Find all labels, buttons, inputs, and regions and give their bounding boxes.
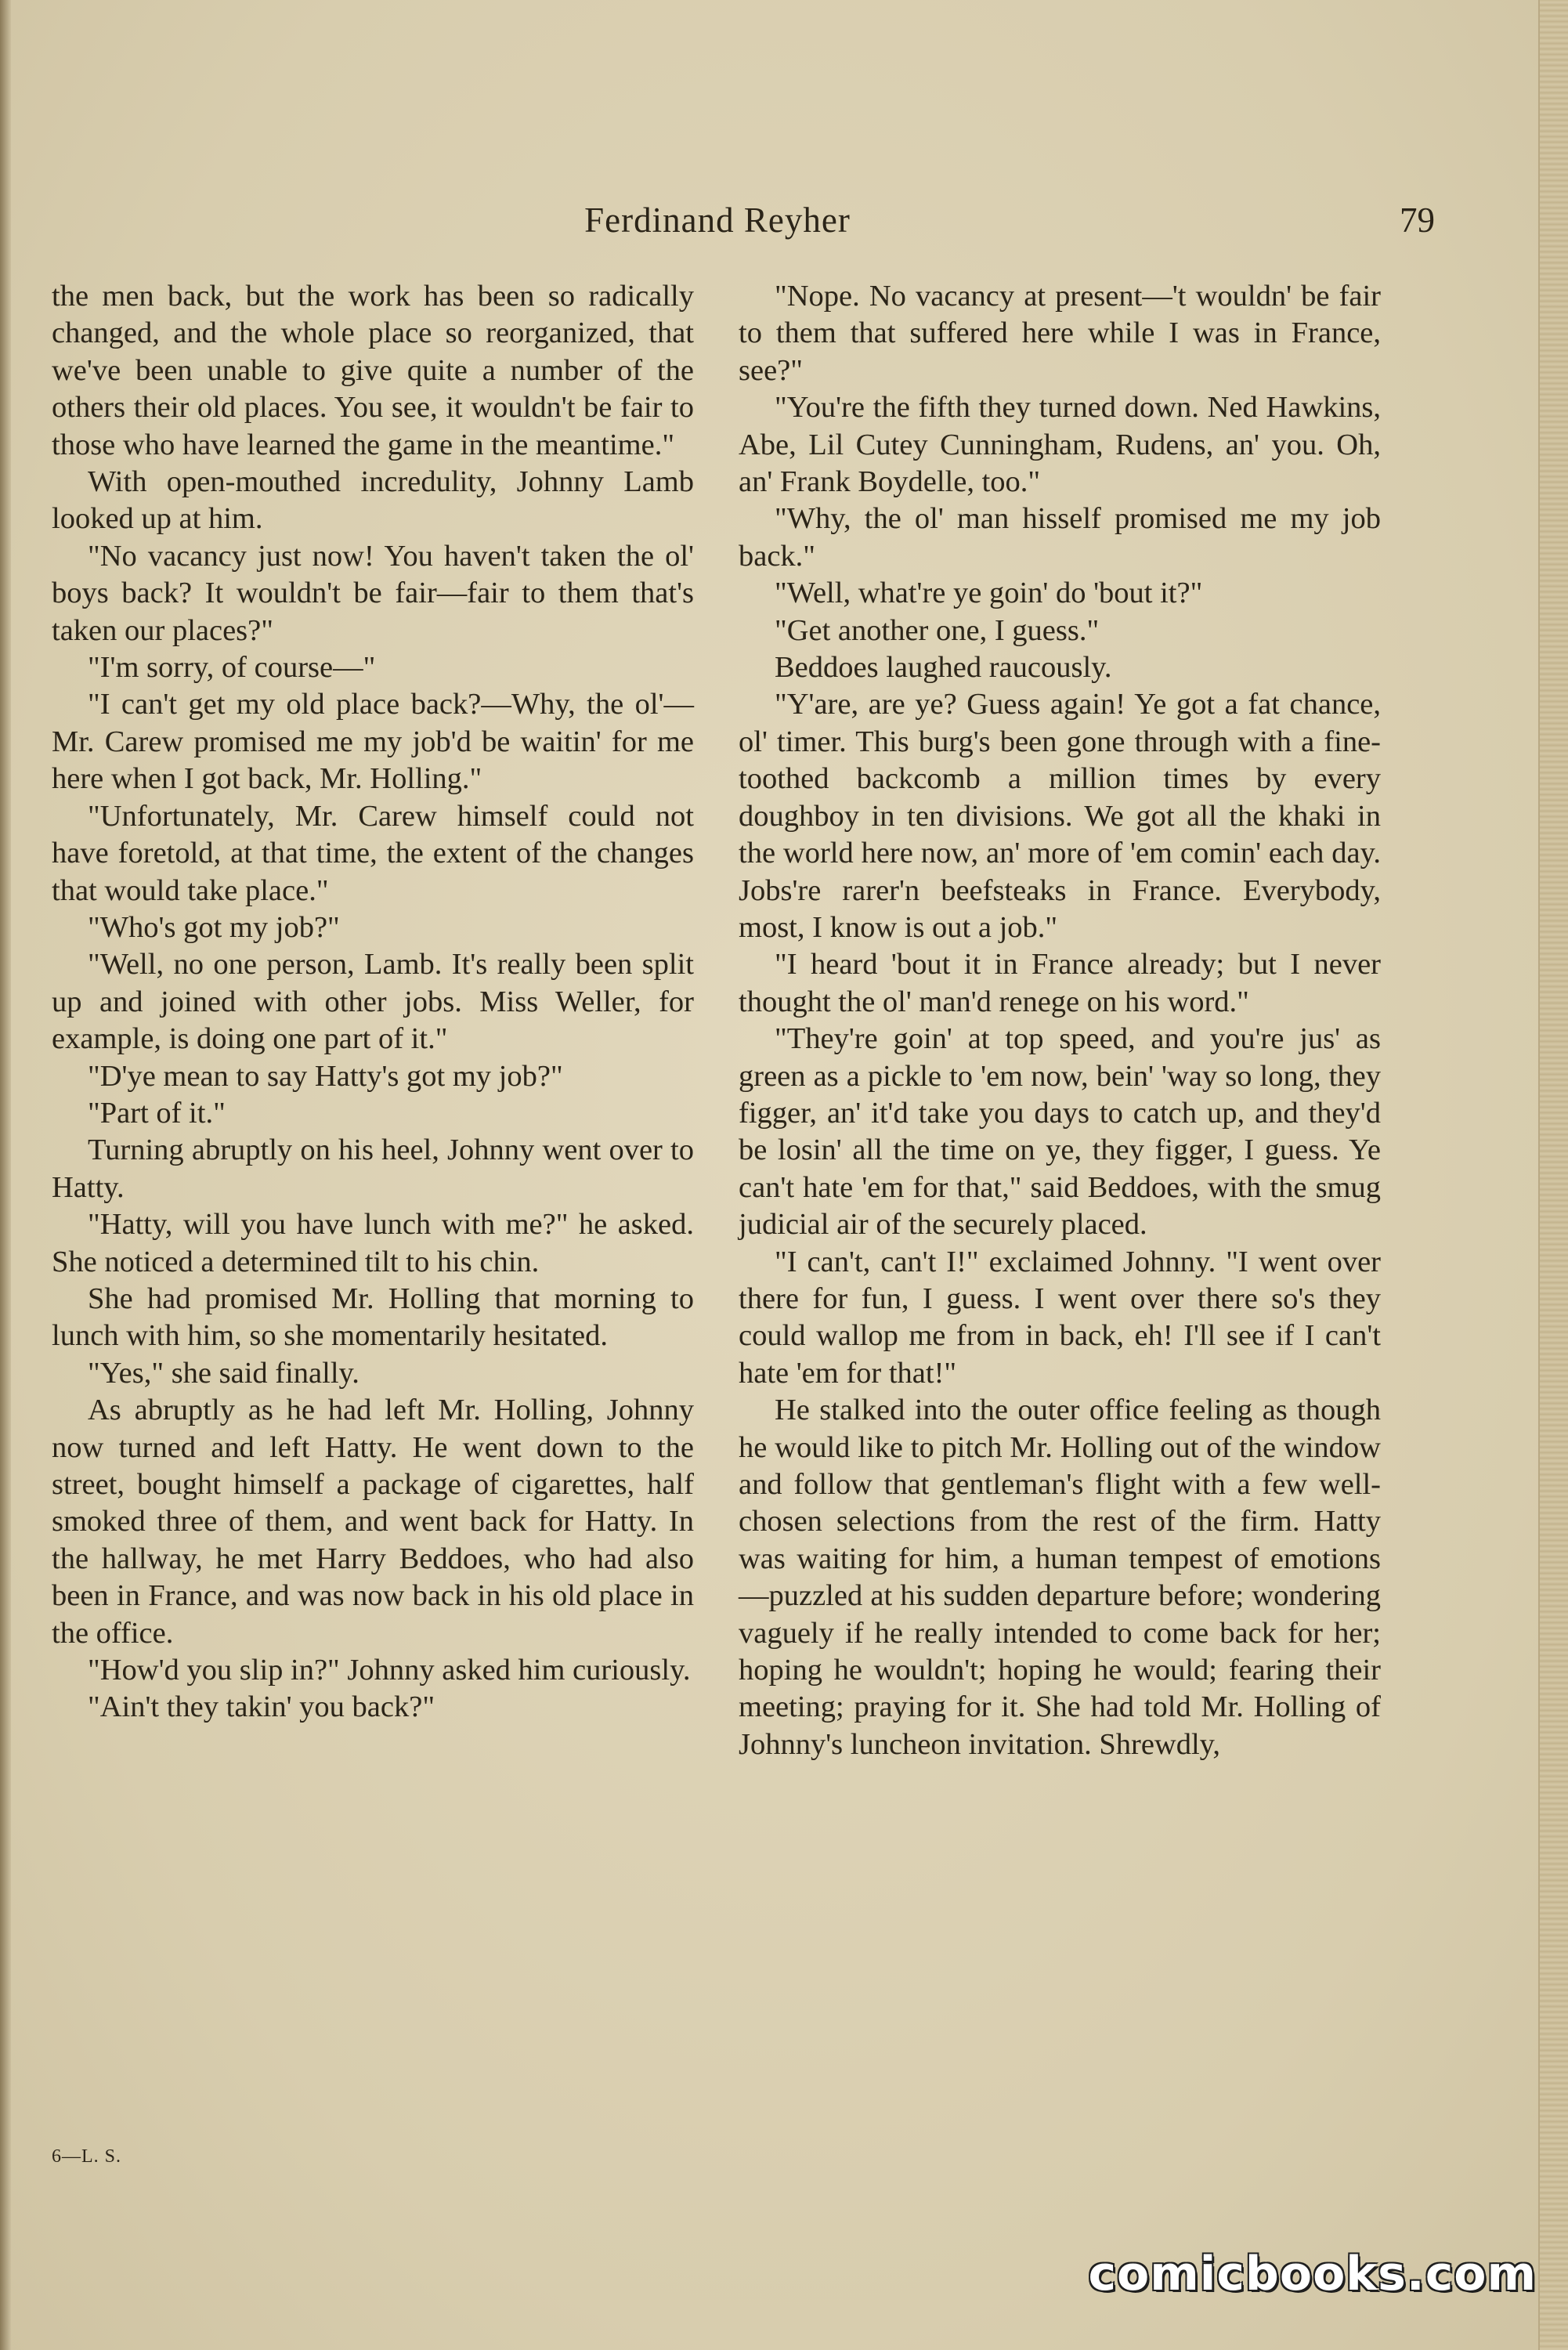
paragraph: "Y'are, are ye? Guess again! Ye got a fat chance, ol' timer. This burg's been gone through with a fine-toothed backcomb a million times by every doughboy in ten divisions. We got all the khaki in the world here now, an' more of 'em comin' each day. Jobs're rarer'n beefsteaks in France. Everybody, most, I know is out a job." (739, 688, 1381, 944)
paragraph: With open-mouthed incredulity, Johnny Lamb looked up at him. (52, 465, 694, 536)
paragraph: "Ain't they takin' you back?" (88, 1690, 435, 1724)
paragraph: She had promised Mr. Holling that morning to lunch with him, so she momentarily hesitated. (52, 1282, 694, 1353)
paragraph: "No vacancy just now! You haven't taken the ol' boys back? It wouldn't be fair—fair to them that's taken our places?" (52, 539, 694, 647)
paragraph: "Who's got my job?" (88, 910, 340, 944)
paragraph: "I can't, can't I!" exclaimed Johnny. "I went over there for fun, I guess. I went over there so's they could wallop me from in back, eh! I'll see if I can't hate 'em for that!" (739, 1245, 1381, 1390)
site-watermark: comicbooks.com (1088, 2247, 1537, 2301)
left-text-column (52, 278, 694, 1726)
paragraph: As abruptly as he had left Mr. Holling, Johnny now turned and left Hatty. He went down to the street, bought himself a package of cigarettes, half smoked three of them, and went back for Hatty. In the hallway, he met Harry Beddoes, who had also been in France, and was now back in his old place in the office. (52, 1394, 694, 1650)
paragraph: "Get another one, I guess." (775, 613, 1100, 647)
paragraph: "I'm sorry, of course—" (88, 651, 376, 685)
paragraph: "Well, no one person, Lamb. It's really been split up and joined with other jobs. Miss Weller, for example, is doing one part of it." (52, 948, 694, 1056)
paragraph: "How'd you slip in?" Johnny asked him curiously. (88, 1654, 691, 1687)
paragraph: "Yes," she said finally. (88, 1356, 359, 1390)
paragraph: "You're the fifth they turned down. Ned Hawkins, Abe, Lil Cutey Cunningham, Rudens, an' you. Oh, an' Frank Boydelle, too." (739, 391, 1381, 499)
paragraph: "Hatty, will you have lunch with me?" he asked. She noticed a determined tilt to his chin. (52, 1208, 694, 1278)
paragraph: "Why, the ol' man hisself promised me my job back." (739, 502, 1381, 573)
paragraph: "They're goin' at top speed, and you're jus' as green as a pickle to 'em now, bein' 'way so long, they figger, an' it'd take you days to catch up, and they'd be losin' all the time on ye, they figger, I guess. Ye can't hate 'em for that," said Beddoes, with the smug judicial air of the securely placed. (739, 1022, 1381, 1242)
page-edge-strip (1538, 0, 1568, 2350)
paragraph: "Unfortunately, Mr. Carew himself could not have foretold, at that time, the extent of the changes that would take place." (52, 799, 694, 907)
paragraph: "Part of it." (88, 1096, 226, 1130)
paragraph: "Well, what're ye goin' do 'bout it?" (775, 577, 1203, 610)
paragraph: "I can't get my old place back?—Why, the ol'—Mr. Carew promised me my job'd be waitin' for me here when I got back, Mr. Holling." (52, 688, 694, 796)
signature-mark: 6—L. S. (52, 2146, 122, 2167)
paragraph: Turning abruptly on his heel, Johnny went over to Hatty. (52, 1133, 694, 1204)
page-gutter-shadow (0, 0, 11, 2350)
page-header (52, 200, 1435, 255)
paragraph: "D'ye mean to say Hatty's got my job?" (88, 1059, 563, 1093)
paragraph: "I heard 'bout it in France already; but I never thought the ol' man'd renege on his word." (739, 948, 1381, 1018)
page-number: 79 (1400, 201, 1435, 240)
paragraph: Beddoes laughed raucously. (775, 651, 1112, 685)
right-text-column (739, 278, 1381, 1763)
paragraph: He stalked into the outer office feeling as though he would like to pitch Mr. Holling out of the window and follow that gentleman's flight with a few well-chosen selections from the rest of the firm. Hatty was waiting for him, a human tempest of emotions—puzzled at his sudden departure before; wondering vaguely if he really intended to come back for her; hoping he wouldn't; hoping he would; fearing their meeting; praying for it. She had told Mr. Holling of Johnny's luncheon invitation. Shrewdly, (739, 1394, 1381, 1761)
running-head: Ferdinand Reyher (584, 201, 851, 240)
paragraph: "Nope. No vacancy at present—'t wouldn' be fair to them that suffered here while I was in France, see?" (739, 280, 1381, 387)
paragraph: the men back, but the work has been so radically changed, and the whole place so reorganized, that we've been unable to give quite a number of the others their old places. You see, it wouldn't be fair to those who have learned the game in the meantime." (52, 280, 694, 461)
